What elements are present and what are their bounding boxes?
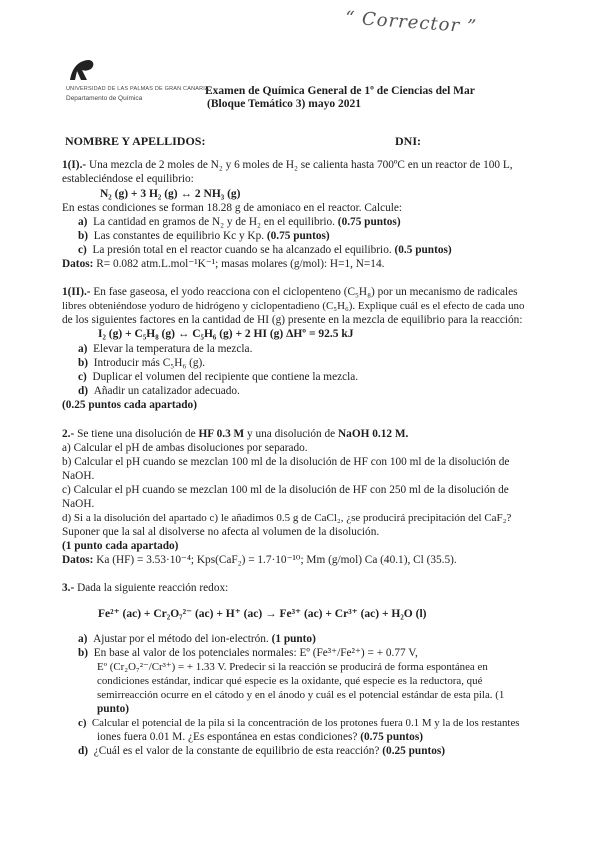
q3-item-c-line1: c) Calcular el potencial de la pila si la concentración de los protones fuera 0.1 M y la de los restantes — [78, 717, 520, 729]
q1b-equation: I₂ (g) + C₅H₈ (g) ↔ C₅H₆ (g) + 2 HI (g) ΔHº = 92.5 kJ — [98, 328, 354, 340]
university-name: UNIVERSIDAD DE LAS PALMAS DE GRAN CANARIA — [66, 86, 209, 92]
q3-item-b-line1: b) En base al valor de los potenciales normales: Eº (Fe³⁺/Fe²⁺) = + 0.77 V, — [78, 647, 418, 659]
q2-data: Datos: Ka (HF) = 3.53·10⁻⁴; Kps(CaF₂) = 1.7·10⁻¹⁰; Mm (g/mol) Ca (40.1), Cl (35.5). — [62, 554, 457, 566]
university-logo-icon — [66, 58, 96, 82]
q1-line3: En estas condiciones se forman 18.28 g de amoniaco en el reactor. Calcule: — [62, 202, 403, 214]
q1b-line1: 1(II).- En fase gaseosa, el yodo reacciona con el ciclopenteno (C₅H₈) por un mecanismo de radicales — [62, 286, 518, 298]
q1b-item-b: b) Introducir más C₅H₆ (g). — [78, 357, 206, 369]
q1-item-b: b) Las constantes de equilibrio Kc y Kp. (0.75 puntos) — [78, 230, 330, 242]
q3-number: 3.- — [62, 582, 75, 594]
q3-item-d: d) ¿Cuál es el valor de la constante de equilibrio de esta reacción? (0.25 puntos) — [78, 745, 446, 757]
department-name: Departamento de Química — [66, 95, 143, 102]
q1b-line2: libres obteniéndose yoduro de hidrógeno y ciclopentadieno (C₅H₆). Explique cuál es el efecto de cada uno — [62, 300, 525, 312]
q3-item-b-line5: punto) — [97, 703, 130, 715]
q1-line1: 1(I).- Una mezcla de 2 moles de N₂ y 6 moles de H₂ se calienta hasta 700ºC en un reactor de 100 L, — [62, 159, 513, 171]
q2-line1: 2.- Se tiene una disolución de HF 0.3 M y una disolución de NaOH 0.12 M. — [62, 428, 409, 440]
q1b-line3: de los siguientes factores en la cantidad de HI (g) presente en la mezcla de equilibrio para la reacción: — [62, 314, 523, 326]
q2-item-c-line2: NaOH. — [62, 498, 95, 510]
exam-title-line2: (Bloque Temático 3) mayo 2021 — [207, 98, 361, 110]
q2-number: 2.- — [62, 428, 75, 440]
dni-label: DNI: — [395, 134, 421, 148]
q3-item-b-line3: condiciones estándar, indicar qué especie es la oxidante, qué especie es la reductora, qué — [97, 675, 483, 687]
q3-equation: Fe²⁺ (ac) + Cr₂O₇²⁻ (ac) + H⁺ (ac) → Fe³⁺ (ac) + Cr³⁺ (ac) + H₂O (l) — [98, 608, 427, 620]
q2-item-d-line1: d) Si a la disolución del apartado c) le añadimos 0.5 g de CaCl₂, ¿se producirá precipitación del CaF₂? — [62, 512, 512, 524]
q3-item-b-line4: semirreacción ocurre en el cátodo y en el ánodo y cuál es el potencial estándar de esta pila. (1 — [97, 689, 505, 701]
q1-item-c: c) La presión total en el reactor cuando se ha alcanzado el equilibrio. (0.5 puntos) — [78, 244, 452, 256]
q2-item-b-line1: b) Calcular el pH cuando se mezclan 100 ml de la disolución de HF con 100 ml de la disolución de — [62, 456, 510, 468]
q1-number: 1(I).- — [62, 159, 87, 171]
q1b-points: (0.25 puntos cada apartado) — [62, 399, 197, 411]
exam-title — [205, 85, 475, 111]
q1b-item-d: d) Añadir un catalizador adecuado. — [78, 385, 240, 397]
name-label: NOMBRE Y APELLIDOS: — [65, 134, 206, 148]
q2-item-d-line2: Suponer que la sal al disolverse no afecta al volumen de la disolución. — [62, 526, 380, 538]
q1-line2: estableciéndose el equilibrio: — [62, 173, 194, 185]
handwritten-corrector-note: “ Corrector ” — [344, 7, 478, 38]
exam-title-line1: Examen de Química General de 1º de Ciencias del Mar — [205, 85, 475, 97]
q1-equation: N₂ (g) + 3 H₂ (g) ↔ 2 NH₃ (g) — [100, 188, 241, 200]
q1b-item-a: a) Elevar la temperatura de la mezcla. — [78, 343, 253, 355]
q2-points: (1 punto cada apartado) — [62, 540, 179, 552]
q3-item-a: a) Ajustar por el método del ion-electrón. (1 punto) — [78, 633, 316, 645]
q2-item-b-line2: NaOH. — [62, 470, 95, 482]
q1b-item-c: c) Duplicar el volumen del recipiente que contiene la mezcla. — [78, 371, 359, 383]
q2-item-a: a) Calcular el pH de ambas disoluciones por separado. — [62, 442, 308, 454]
q1-item-a: a) La cantidad en gramos de N₂ y de H₂ en el equilibrio. (0.75 puntos) — [78, 216, 401, 228]
q3-item-c-line2: iones fuera 0.01 M. ¿Es espontánea en estas condiciones? (0.75 puntos) — [97, 731, 423, 743]
q1b-number: 1(II).- — [62, 286, 91, 298]
q2-item-c-line1: c) Calcular el pH cuando se mezclan 100 ml de la disolución de HF con 250 ml de la disolución de — [62, 484, 509, 496]
q3-intro: 3.- Dada la siguiente reacción redox: — [62, 582, 229, 594]
q1-data: Datos: R= 0.082 atm.L.mol⁻¹K⁻¹; masas molares (g/mol): H=1, N=14. — [62, 258, 385, 270]
q3-item-b-line2: Eº (Cr₂O₇²⁻/Cr³⁺) = + 1.33 V. Predecir si la reacción se producirá de forma espontánea en — [97, 661, 488, 673]
